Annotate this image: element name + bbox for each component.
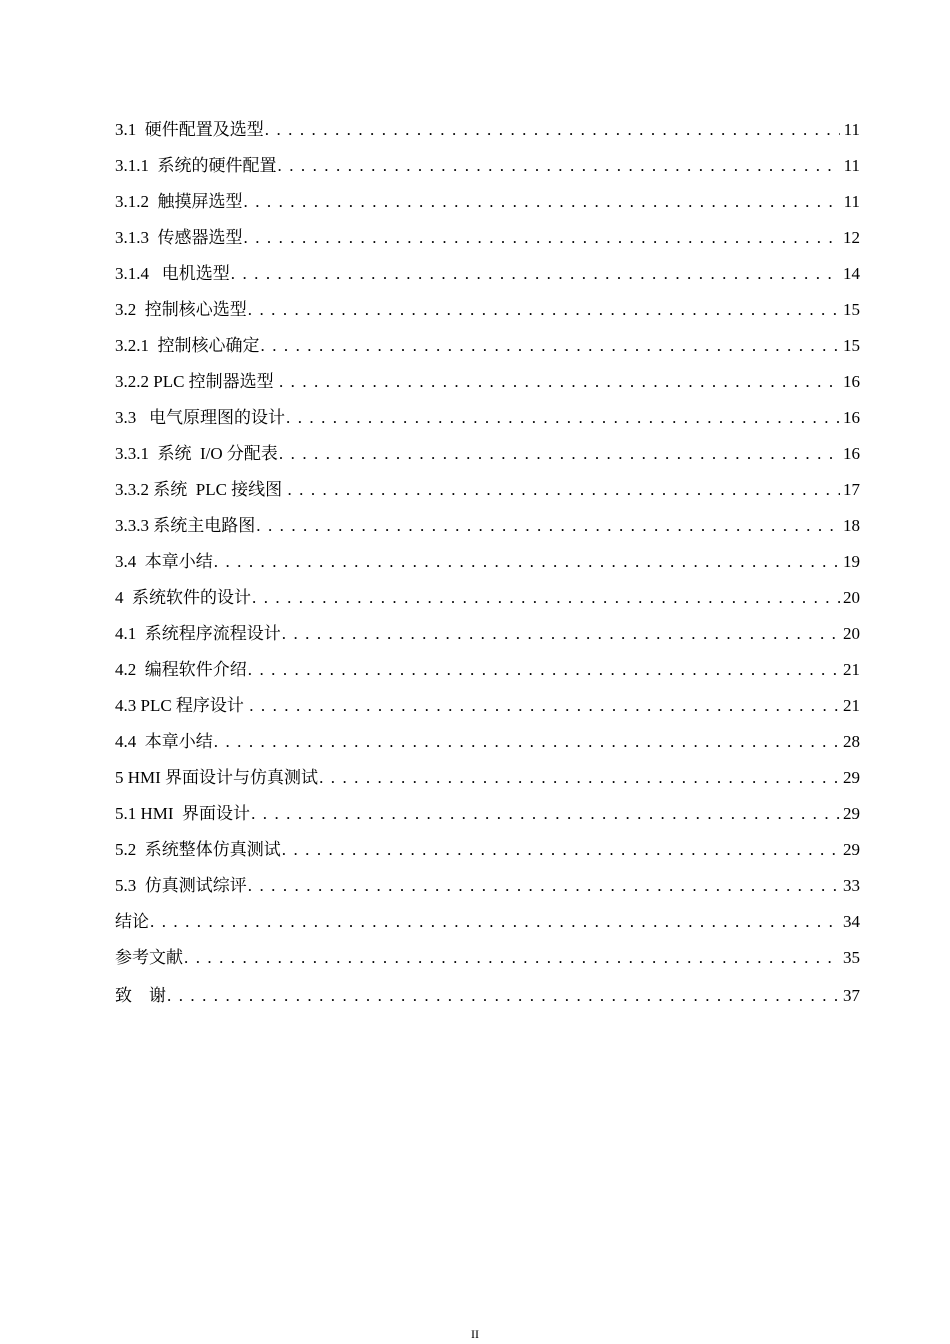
toc-entry-5-3[interactable] [115,873,860,909]
toc-entry-page: 21 [843,696,860,715]
toc-dot-leader [249,693,840,719]
toc-entry-title: 3.1.4 电机选型 [115,264,230,283]
toc-entry-title: 5.3 仿真测试综评 [115,876,247,895]
toc-entry-title: 3.1.1 系统的硬件配置 [115,156,277,175]
toc-dot-leader [248,657,840,683]
toc-entry-page: 19 [843,552,860,571]
toc-entry-3-4[interactable] [115,549,860,585]
toc-entry-page: 33 [843,876,860,895]
toc-dot-leader [214,549,840,575]
toc-entry-title: 5.1 HMI 界面设计 [115,804,251,823]
toc-entry-4-3[interactable] [115,693,860,729]
toc-entry-3-3-3[interactable] [115,513,860,549]
toc-entry-references[interactable] [115,945,860,981]
toc-entry-3-3[interactable] [115,405,860,441]
toc-entry-title: 3.1 硬件配置及选型 [115,120,264,139]
toc-entry-5[interactable] [115,765,860,801]
table-of-contents [115,117,860,1019]
toc-dot-leader [282,837,840,863]
toc-entry-acknowledgements[interactable] [115,983,860,1019]
toc-dot-leader [279,441,840,467]
toc-entry-4[interactable] [115,585,860,621]
toc-entry-page: 28 [843,732,860,751]
toc-entry-title: 3.1.3 传感器选型 [115,228,243,247]
toc-entry-page: 29 [843,768,860,787]
toc-entry-title: 3.2.2 PLC 控制器选型 [115,372,278,391]
toc-dot-leader [252,585,840,611]
toc-dot-leader [265,117,840,143]
toc-entry-3-2[interactable] [115,297,860,333]
toc-entry-page: 35 [843,948,860,967]
toc-entry-page: 16 [843,372,860,391]
toc-dot-leader [286,405,840,431]
toc-entry-4-2[interactable] [115,657,860,693]
toc-entry-page: 29 [843,840,860,859]
toc-dot-leader [248,297,840,323]
toc-dot-leader [251,801,840,827]
toc-entry-page: 29 [843,804,860,823]
toc-entry-title: 3.2.1 控制核心确定 [115,336,260,355]
toc-entry-4-1[interactable] [115,621,860,657]
toc-entry-page: 15 [843,300,860,319]
toc-dot-leader [261,333,841,359]
toc-entry-4-4[interactable] [115,729,860,765]
toc-entry-page: 20 [843,588,860,607]
toc-entry-page: 21 [843,660,860,679]
toc-entry-title: 4.3 PLC 程序设计 [115,696,249,715]
toc-entry-title: 5 HMI 界面设计与仿真测试 [115,768,319,787]
toc-entry-3-1[interactable] [115,117,860,153]
toc-entry-page: 14 [843,264,860,283]
toc-entry-3-1-4[interactable] [115,261,860,297]
toc-dot-leader [150,909,840,935]
toc-entry-page: 37 [843,986,860,1005]
toc-entry-3-2-1[interactable] [115,333,860,369]
toc-dot-leader [167,983,840,1009]
toc-entry-title: 4.1 系统程序流程设计 [115,624,281,643]
toc-dot-leader [287,477,840,503]
toc-entry-title: 3.3.2 系统 PLC 接线图 [115,480,287,499]
toc-entry-title: 致 谢 [115,986,166,1005]
toc-dot-leader [282,621,840,647]
toc-entry-3-1-3[interactable] [115,225,860,261]
toc-entry-page: 18 [843,516,860,535]
page-number: II [471,1327,479,1341]
toc-entry-title: 3.4 本章小结 [115,552,213,571]
toc-entry-3-2-2[interactable] [115,369,860,405]
toc-entry-title: 3.3 电气原理图的设计 [115,408,285,427]
toc-dot-leader [248,873,840,899]
toc-entry-title: 3.3.1 系统 I/O 分配表 [115,444,278,463]
toc-entry-title: 4.4 本章小结 [115,732,213,751]
toc-entry-page: 17 [843,480,860,499]
toc-dot-leader [256,513,840,539]
toc-entry-3-1-2[interactable] [115,189,860,225]
toc-entry-5-2[interactable] [115,837,860,873]
toc-entry-page: 11 [843,120,860,139]
toc-entry-title: 参考文献 [115,948,183,967]
toc-dot-leader [244,225,841,251]
toc-entry-5-1[interactable] [115,801,860,837]
toc-entry-page: 11 [843,192,860,211]
toc-entry-conclusion[interactable] [115,909,860,945]
toc-entry-3-1-1[interactable] [115,153,860,189]
toc-entry-page: 16 [843,408,860,427]
toc-entry-page: 12 [843,228,860,247]
toc-dot-leader [278,153,841,179]
toc-entry-title: 4.2 编程软件介绍 [115,660,247,679]
toc-dot-leader [244,189,841,215]
toc-entry-title: 结论 [115,912,149,931]
toc-entry-page: 15 [843,336,860,355]
toc-entry-title: 3.3.3 系统主电路图 [115,516,256,535]
toc-dot-leader [231,261,840,287]
toc-entry-3-3-2[interactable] [115,477,860,513]
toc-entry-title: 3.2 控制核心选型 [115,300,247,319]
toc-dot-leader [184,945,840,971]
toc-entry-3-3-1[interactable] [115,441,860,477]
toc-dot-leader [319,765,840,791]
toc-entry-title: 5.2 系统整体仿真测试 [115,840,281,859]
toc-entry-page: 34 [843,912,860,931]
toc-entry-page: 16 [843,444,860,463]
toc-dot-leader [279,369,840,395]
toc-dot-leader [214,729,840,755]
toc-entry-page: 11 [843,156,860,175]
toc-entry-title: 3.1.2 触摸屏选型 [115,192,243,211]
toc-entry-page: 20 [843,624,860,643]
toc-entry-title: 4 系统软件的设计 [115,588,251,607]
